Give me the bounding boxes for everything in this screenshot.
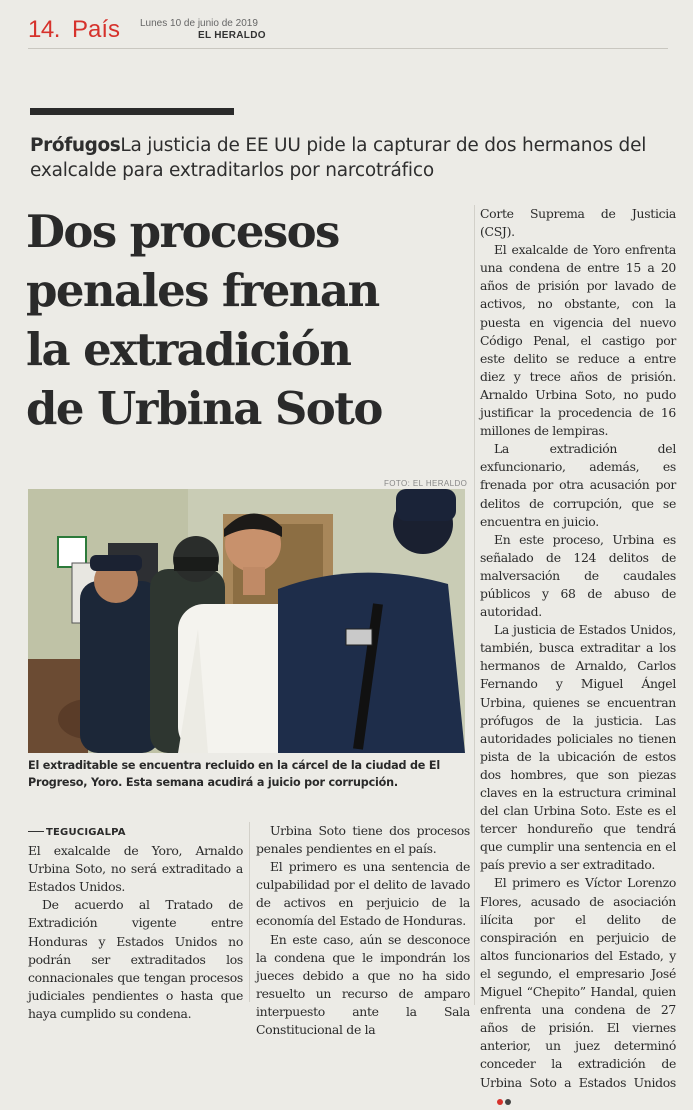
photo-illustration (28, 489, 465, 753)
dateline: TEGUCIGALPA (46, 827, 126, 838)
paragraph: La justicia de Estados Unidos, también, busca extraditar a los hermanos de Arnaldo, Carlos Fernando y Miguel Ángel Urbina, quienes se encuentran prófugos de la justicia. Las autoridades policiales no tienen pista de la ubicación de estos dos hombres, que son piezas claves en la estructura criminal del clan Urbina Soto. Este es el tercer hondureño que tendrá que cumplir una sentencia en el país previo a ser extraditado. (480, 622, 676, 873)
headline-line: de Urbina Soto (26, 382, 382, 435)
end-mark-icon (483, 1092, 513, 1110)
paragraph: El primero es Víctor Lorenzo Flores, acusado de asociación ilícita por el delito de conspiración en perjuicio de altos funcionarios del Estado, y el segundo, el empresario José Miguel “Chepito” Handal, quien enfrenta una condena de 27 años de prisión. El viernes anterior, un juez determinó conceder la extradición de Urbina Soto a Estados Unidos (480, 875, 676, 1090)
photo-caption: El extraditable se encuentra recluido en la cárcel de la ciudad de El Progreso, Yoro. Esta semana acudirá a juicio por corrupción. (28, 759, 440, 789)
header-rule (28, 48, 668, 49)
paragraph: Corte Suprema de Justicia (CSJ). (480, 206, 676, 240)
paragraph: El exalcalde de Yoro enfrenta una condena de entre 15 a 20 años de prisión por lavado de activos, no obstante, con la puesta en vigencia del nuevo Código Penal, el castigo por este delito se reduce a entre diez y trece años de prisión. Arnaldo Urbina Soto, no pudo justificar la procedencia de 16 millones de lempiras. (480, 242, 676, 439)
news-photo (28, 489, 465, 753)
headline-line: penales frenan (26, 264, 379, 317)
kicker-bar (30, 108, 234, 115)
paragraph: De acuerdo al Tratado de Extradición vigente entre Honduras y Estados Unidos no podrán ser extraditados los connacionales que tengan procesos judiciales pendientes o hasta que haya cumplido su condena. (28, 897, 243, 1021)
body-column-3 (480, 205, 676, 1110)
kicker-label: Prófugos (30, 135, 121, 156)
paragraph: Urbina Soto tiene dos procesos penales pendientes en el país. (256, 823, 470, 857)
kicker (30, 133, 670, 183)
column-divider (474, 205, 475, 1005)
kicker-text: La justicia de EE UU pide la capturar de dos hermanos del exalcalde para extraditarlos por narcotráfico (30, 135, 647, 181)
paragraph: El exalcalde de Yoro, Arnaldo Urbina Soto, no será extraditado a Estados Unidos. (28, 843, 243, 895)
headline-line: Dos procesos (26, 205, 339, 258)
paragraph: La extradición del exfuncionario, además, es frenada por otra acusación por delitos de corrupción, que se encuentra en juicio. (480, 441, 676, 529)
section-name: País (72, 16, 121, 43)
newspaper-name: EL HERALDO (198, 30, 266, 41)
publication-date: Lunes 10 de junio de 2019 (140, 18, 258, 29)
photo-credit: FOTO: EL HERALDO (384, 479, 468, 488)
body-column-1 (28, 822, 243, 1023)
paragraph: En este caso, aún se desconoce la condena que le impondrán los jueces debido a que no ha sido resuelto un recurso de amparo interpuesto ante la Sala Constitucional de la (256, 931, 470, 1038)
body-column-2 (256, 822, 470, 1039)
paragraph: El primero es una sentencia de culpabilidad por el delito de lavado de activos en perjuicio de la economía del Estado de Honduras. (256, 859, 470, 929)
column-divider (249, 822, 250, 1002)
page-header (28, 14, 668, 46)
headline (26, 202, 466, 438)
page-number: 14. (28, 16, 60, 43)
paragraph: En este proceso, Urbina es señalado de 124 delitos de malversación de caudales públicos y 68 de abuso de autoridad. (480, 531, 676, 620)
headline-line: la extradición (26, 323, 351, 376)
dateline-dash (28, 831, 44, 832)
